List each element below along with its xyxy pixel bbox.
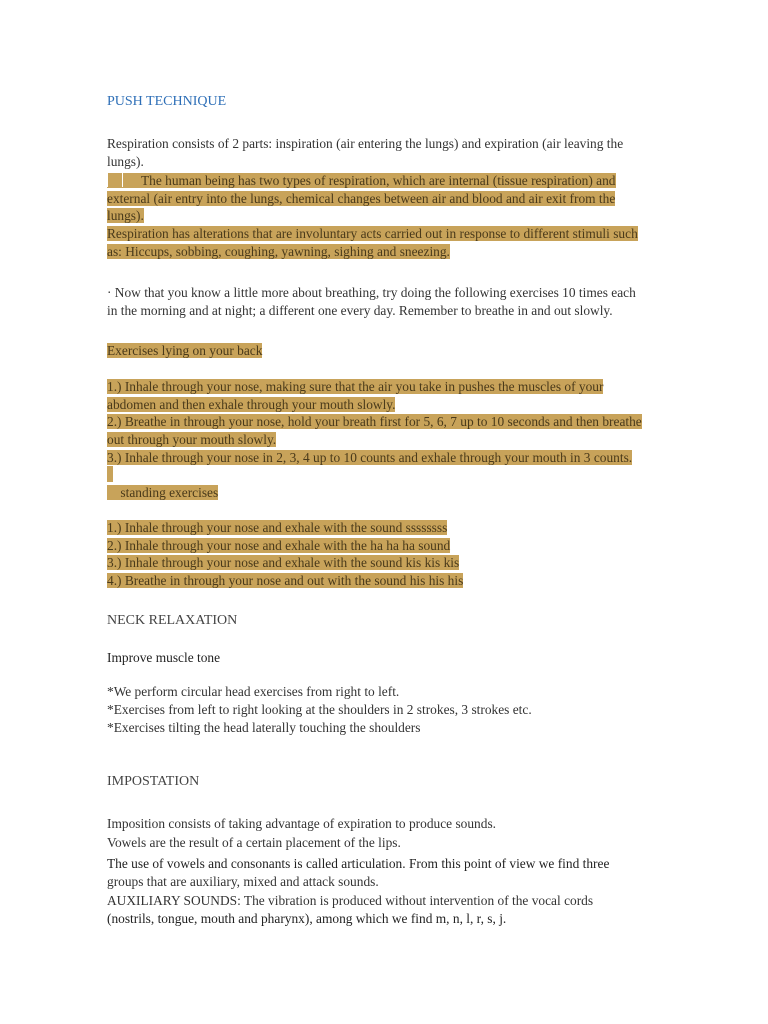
- highlight-line-4: Respiration has alterations that are involuntary acts carried out in response to different stimuli such: [107, 226, 638, 241]
- standing-exercise-1: 1.) Inhale through your nose and exhale with the sound ssssssss: [107, 520, 448, 535]
- neck-heading: NECK RELAXATION: [107, 613, 238, 628]
- impostation-line-5: AUXILIARY SOUNDS: The vibration is produced without intervention of the vocal cords: [107, 893, 594, 908]
- impostation-line-4: groups that are auxiliary, mixed and attack sounds.: [107, 874, 379, 889]
- impostation-line-2: Vowels are the result of a certain placement of the lips.: [107, 835, 401, 850]
- highlight-line-3: lungs).: [107, 208, 144, 223]
- tab-marker: [107, 173, 123, 187]
- standing-exercise-4: 4.) Breathe in through your nose and out with the sound his his his: [107, 573, 464, 588]
- neck-item-3: *Exercises tilting the head laterally touching the shoulders: [107, 720, 421, 735]
- lying-exercise-2: 2.) Breathe in through your nose, hold your breath first for 5, 6, 7 up to 10 seconds and then breathe: [107, 414, 642, 429]
- standing-exercise-2: 2.) Inhale through your nose and exhale with the ha ha ha sound: [107, 538, 451, 553]
- highlight-marker: [107, 466, 113, 482]
- standing-heading: [107, 484, 218, 502]
- standing-exercise-3: 3.) Inhale through your nose and exhale with the sound kis kis kis: [107, 555, 460, 570]
- impostation-heading: IMPOSTATION: [107, 774, 200, 789]
- lying-exercise-1-cont: abdomen and then exhale through your mouth slowly.: [107, 397, 396, 412]
- neck-item-1: *We perform circular head exercises from right to left.: [107, 684, 400, 699]
- neck-subheading: Improve muscle tone: [107, 650, 221, 665]
- neck-item-2: *Exercises from left to right looking at the shoulders in 2 strokes, 3 strokes etc.: [107, 702, 532, 717]
- exercise-intro-line-2: in the morning and at night; a different one every day. Remember to breathe in and out slowly.: [107, 303, 613, 318]
- intro-line-1: Respiration consists of 2 parts: inspiration (air entering the lungs) and expiration (air leaving the: [107, 136, 624, 151]
- lying-exercise-3: 3.) Inhale through your nose in 2, 3, 4 up to 10 counts and exhale through your mouth in 3 counts.: [107, 450, 633, 465]
- impostation-line-3: The use of vowels and consonants is called articulation. From this point of view we find three: [107, 856, 610, 871]
- highlight-line-5: as: Hiccups, sobbing, coughing, yawning, sighing and sneezing.: [107, 244, 450, 259]
- standing-heading-text: standing exercises: [120, 485, 219, 500]
- highlight-square: [107, 466, 113, 484]
- exercise-intro-line-1: · Now that you know a little more about breathing, try doing the following exercises 10 times each: [107, 285, 636, 300]
- lying-exercise-1: 1.) Inhale through your nose, making sure that the air you take in pushes the muscles of your: [107, 379, 604, 394]
- document-title: PUSH TECHNIQUE: [107, 94, 227, 109]
- intro-line-2: lungs).: [107, 154, 144, 169]
- impostation-line-1: Imposition consists of taking advantage of expiration to produce sounds.: [107, 816, 497, 831]
- impostation-line-6: (nostrils, tongue, mouth and pharynx), among which we find m, n, l, r, s, j.: [107, 911, 507, 926]
- highlight-text-1: The human being has two types of respiration, which are internal (tissue respiration) and: [141, 173, 616, 188]
- highlight-line-1: [107, 172, 616, 190]
- lying-exercise-2-cont: out through your mouth slowly.: [107, 432, 277, 447]
- highlight-line-2: external (air entry into the lungs, chemical changes between air and blood and air exit from the: [107, 191, 616, 206]
- lying-heading: Exercises lying on your back: [107, 343, 263, 358]
